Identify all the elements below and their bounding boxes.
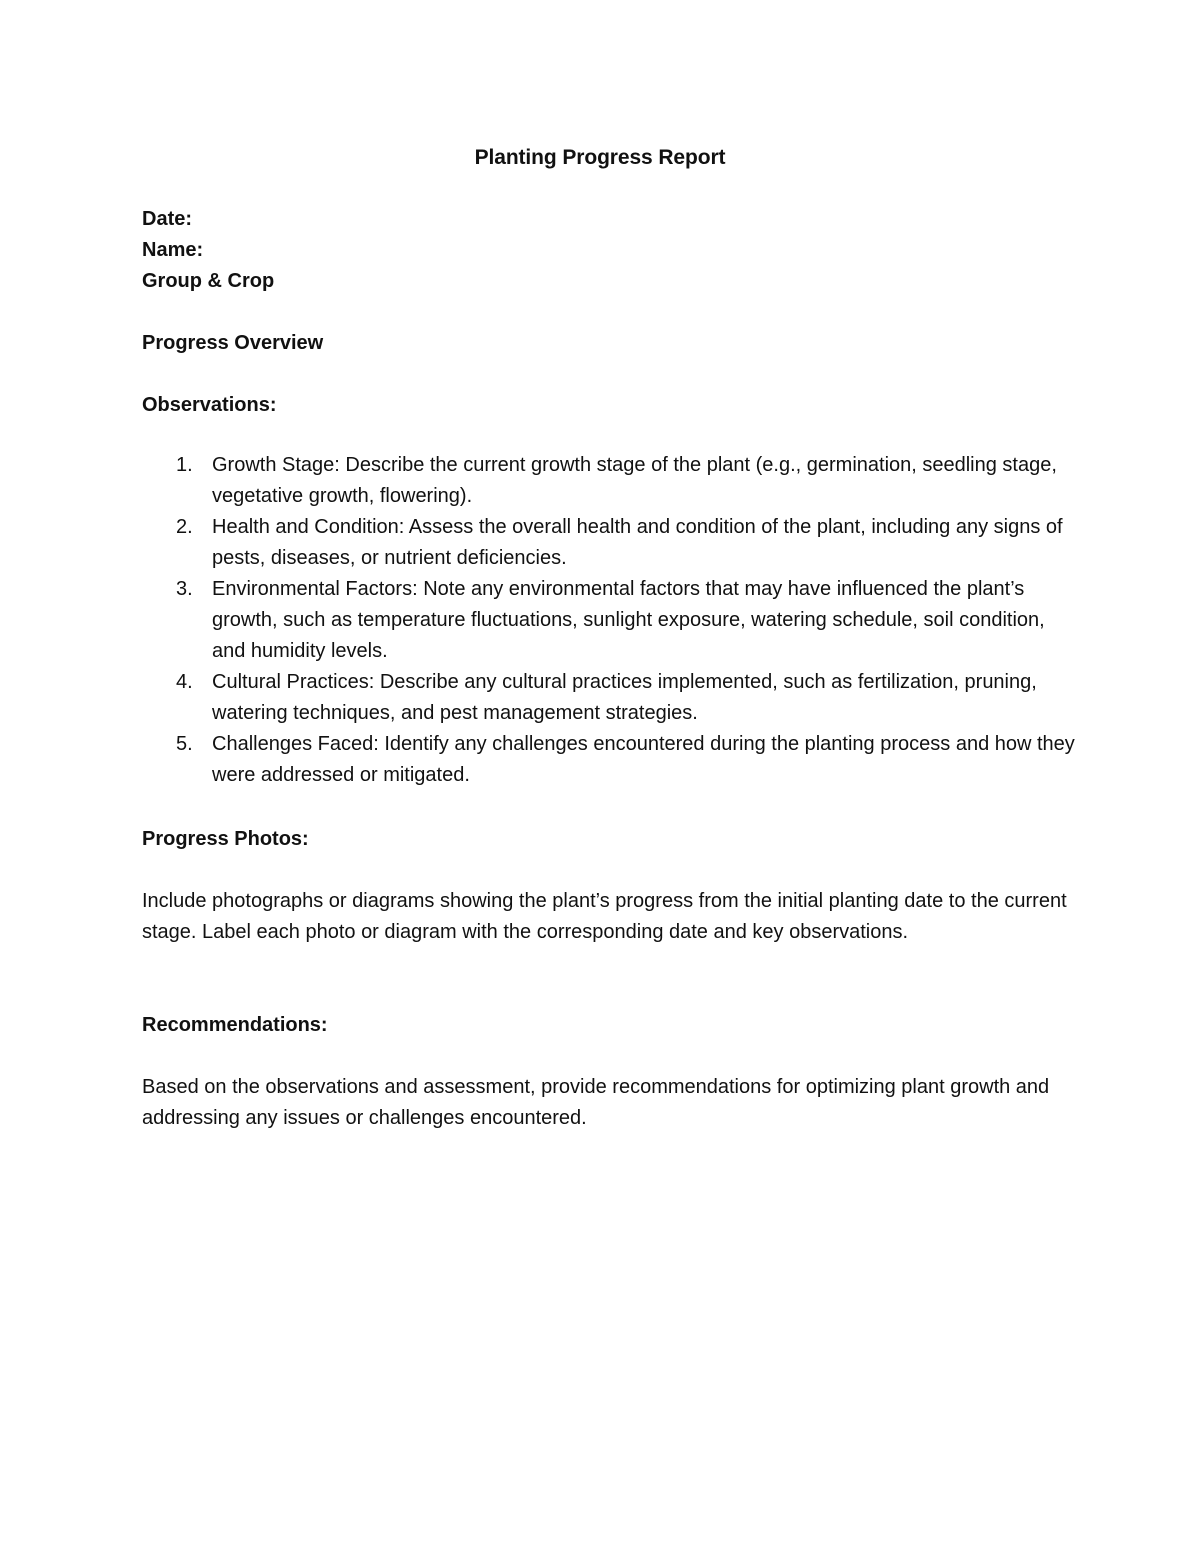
document-title: Planting Progress Report [474,146,726,169]
progress-photos-heading: Progress Photos: [142,828,309,850]
observation-text: Growth Stage: Describe the current growth stage of the plant (e.g., germination, seedling stage, vegetative growth, flowering). [212,454,1057,507]
observation-item [142,450,1082,512]
name-label: Name: [142,239,204,261]
observation-item [142,512,1082,574]
group-crop-label: Group & Crop [142,270,275,292]
observation-text: Health and Condition: Assess the overall health and condition of the plant, including any signs of pests, diseases, or nutrient deficiencies. [212,516,1063,569]
observation-number: 1. [176,454,193,476]
observation-number: 5. [176,733,193,755]
observation-text: Cultural Practices: Describe any cultural practices implemented, such as fertilization, pruning, watering techniques, and pest management strategies. [212,671,1037,724]
observation-item [142,729,1082,791]
date-label: Date: [142,208,193,230]
observations-list [142,450,1082,791]
observation-number: 2. [176,516,193,538]
recommendations-heading: Recommendations: [142,1014,328,1036]
observation-item [142,574,1082,667]
progress-overview-heading: Progress Overview [142,332,324,354]
observation-text: Challenges Faced: Identify any challenges encountered during the planting process and how they were addressed or mitigated. [212,733,1075,786]
observation-item [142,667,1082,729]
recommendations-text: Based on the observations and assessment, provide recommendations for optimizing plant growth and addressing any issues or challenges encountered. [142,1076,1050,1129]
observation-number: 3. [176,578,193,600]
observations-heading: Observations: [142,394,277,416]
observation-text: Environmental Factors: Note any environmental factors that may have influenced the plant’s growth, such as temperature fluctuations, sunlight exposure, watering schedule, soil condition, and humidity levels. [212,578,1045,662]
observation-number: 4. [176,671,193,693]
progress-photos-text: Include photographs or diagrams showing the plant’s progress from the initial planting date to the current stage. Label each photo or diagram with the corresponding date and key observations. [142,890,1067,943]
